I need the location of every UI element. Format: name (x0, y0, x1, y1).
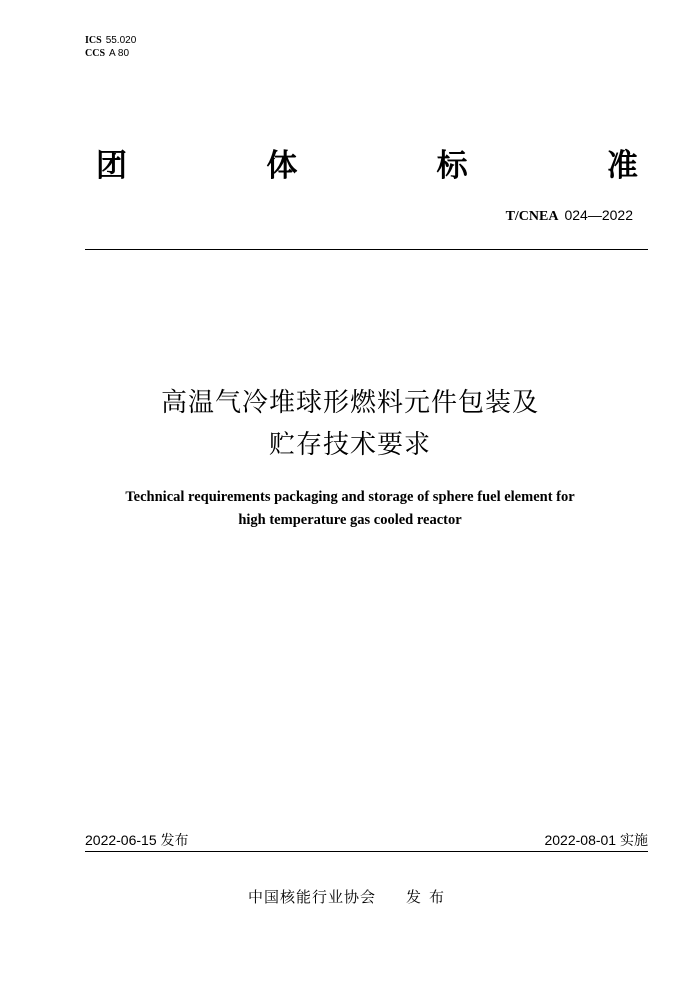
english-title (0, 486, 700, 532)
chinese-title-line-2: 贮存技术要求 (268, 430, 431, 460)
heading-char-1: 团 (96, 147, 127, 184)
document-type-heading (96, 140, 638, 184)
heading-char-2: 体 (266, 147, 298, 184)
publisher-name: 中国核能行业协会 (247, 888, 376, 906)
publisher-line (0, 886, 700, 907)
english-title-line-1: Technical requirements packaging and storage of sphere fuel element for (125, 489, 575, 505)
english-title-line-2: high temperature gas cooled reactor (238, 512, 462, 528)
top-divider (85, 249, 648, 250)
ccs-code (85, 47, 136, 60)
ccs-label: CCS (85, 48, 106, 59)
bottom-divider (85, 851, 648, 852)
standard-code: 024—2022 (564, 207, 633, 223)
standard-prefix: T/CNEA (505, 209, 559, 224)
chinese-title-line-1: 高温气冷堆球形燃料元件包装及 (160, 388, 539, 418)
chinese-title (0, 382, 700, 466)
heading-char-4: 准 (606, 147, 638, 184)
ics-value: 55.020 (105, 35, 137, 46)
classification-codes (85, 34, 136, 60)
implement-date: 2022-08-01 实施 (544, 832, 648, 848)
publish-date: 2022-06-15 发布 (85, 832, 189, 848)
publisher-action: 发布 (406, 888, 453, 906)
heading-char-3: 标 (436, 147, 468, 184)
standard-number (506, 207, 633, 225)
ics-code (85, 34, 136, 47)
ccs-value: A 80 (109, 48, 130, 59)
ics-label: ICS (85, 35, 102, 46)
